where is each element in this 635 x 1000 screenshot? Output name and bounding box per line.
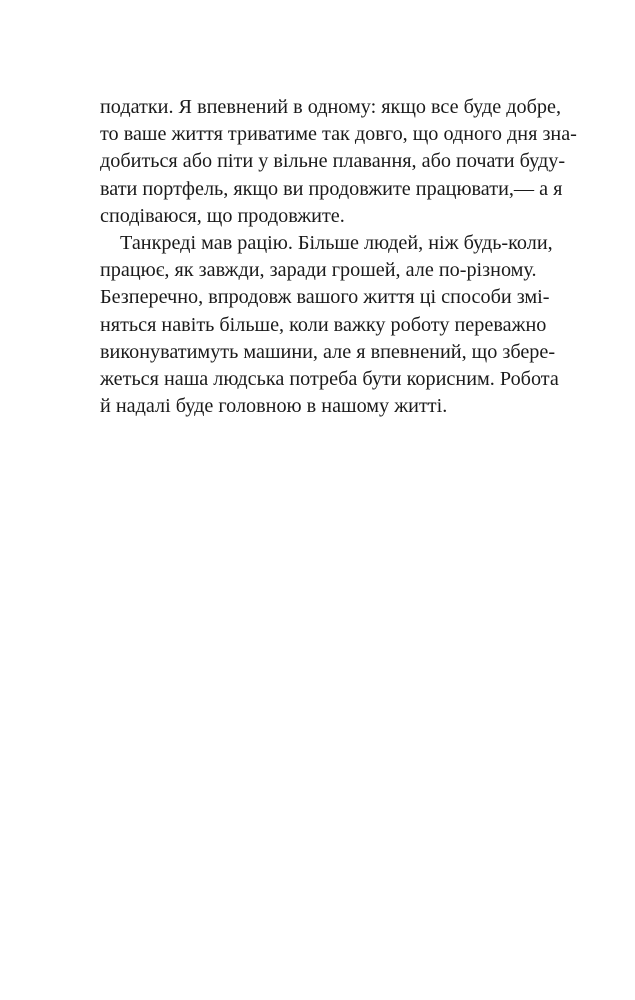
text-line: няться навіть більше, коли важку роботу переважно (100, 313, 547, 336)
text-line: жеться наша людська потреба бути корисним. Робота (100, 367, 559, 390)
text-line: й надалі буде головною в нашому житті. (100, 395, 448, 418)
text-line: податки. Я впевнений в одному: якщо все буде добре, (100, 96, 561, 118)
text-line: добиться або піти у вільне плавання, або почати буду- (100, 150, 566, 173)
text-line: Танкреді мав рацію. Більше людей, ніж будь-коли, (120, 231, 553, 254)
text-line: працює, як завжди, заради грошей, але по-різному. (100, 259, 537, 282)
text-line: Безперечно, впродовж вашого життя ці способи змі- (100, 286, 550, 309)
paragraph-2 (100, 230, 559, 420)
text-line: сподіваюся, що продовжите. (100, 204, 345, 227)
text-line: вати портфель, якщо ви продовжите працювати,— а я (100, 177, 563, 200)
text-line: виконуватимуть машини, але я впевнений, що збере- (100, 340, 556, 363)
paragraph-1 (100, 94, 577, 230)
body-text (100, 94, 577, 420)
text-line: то ваше життя триватиме так довго, що одного дня зна- (100, 123, 577, 146)
